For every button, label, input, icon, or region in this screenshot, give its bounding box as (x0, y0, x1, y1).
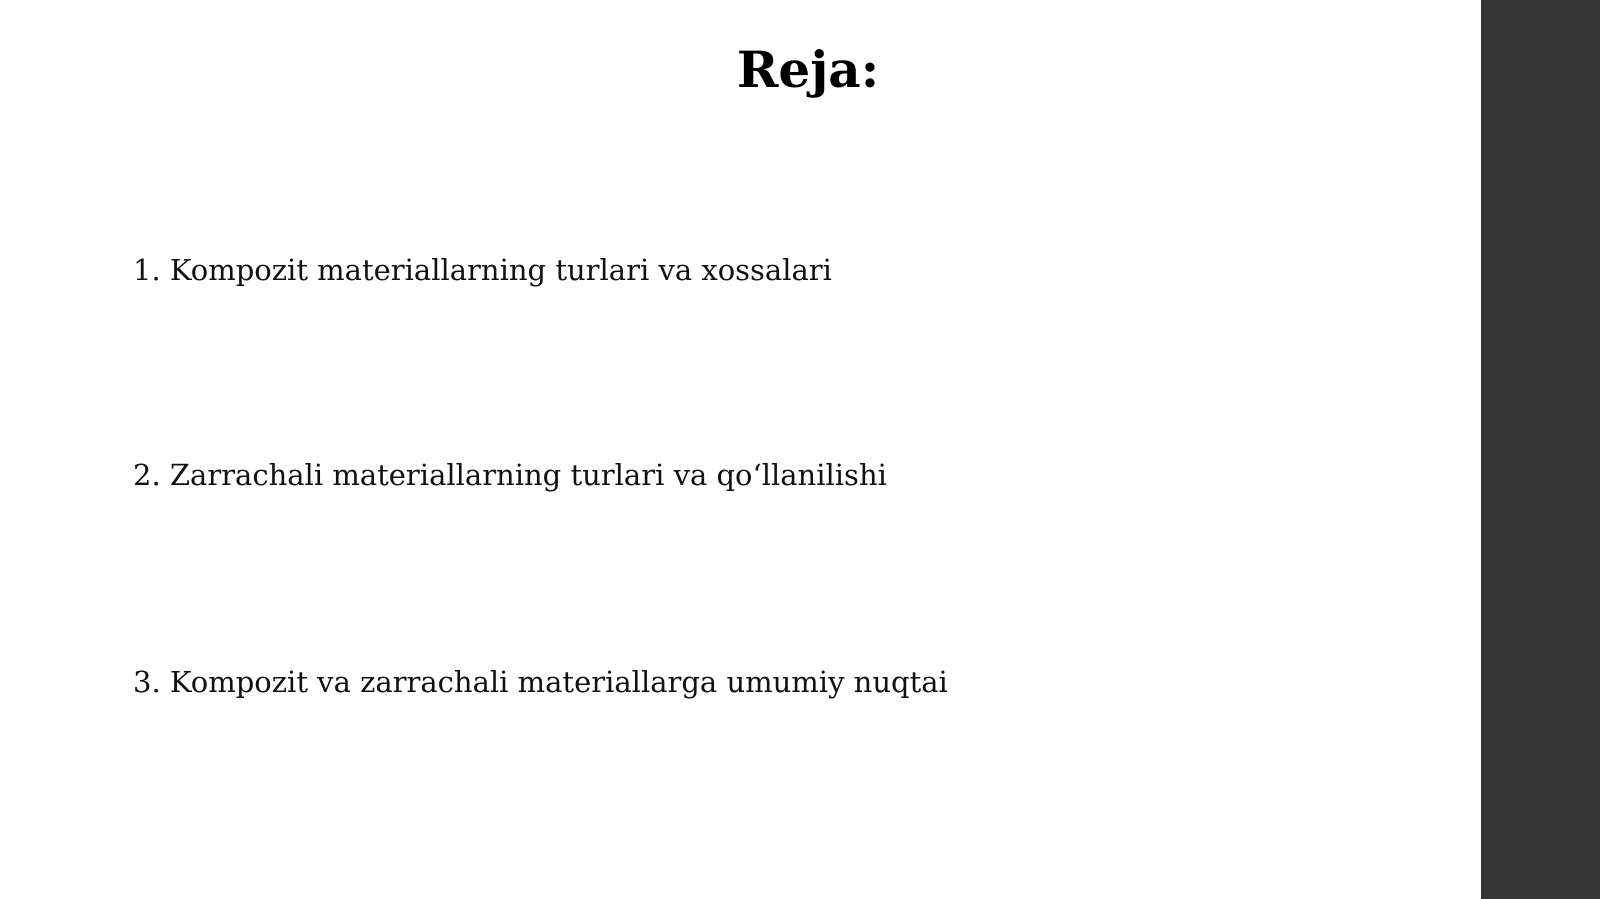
agenda-item (133, 662, 948, 702)
agenda-item (133, 455, 887, 495)
agenda-item-text: Zarrachali materiallarning turlari va qoʻllanilishi (169, 458, 887, 492)
agenda-item-number: 3. (133, 665, 161, 699)
agenda-item-number: 1. (133, 253, 161, 287)
agenda-item-number: 2. (133, 458, 161, 492)
agenda-item (133, 250, 832, 290)
agenda-item-text: Kompozit materiallarning turlari va xossalari (169, 253, 832, 287)
agenda-item-text: Kompozit va zarrachali materiallarga umumiy nuqtai (169, 665, 948, 699)
side-panel (1481, 0, 1600, 899)
slide-title: Reja: (736, 40, 880, 99)
